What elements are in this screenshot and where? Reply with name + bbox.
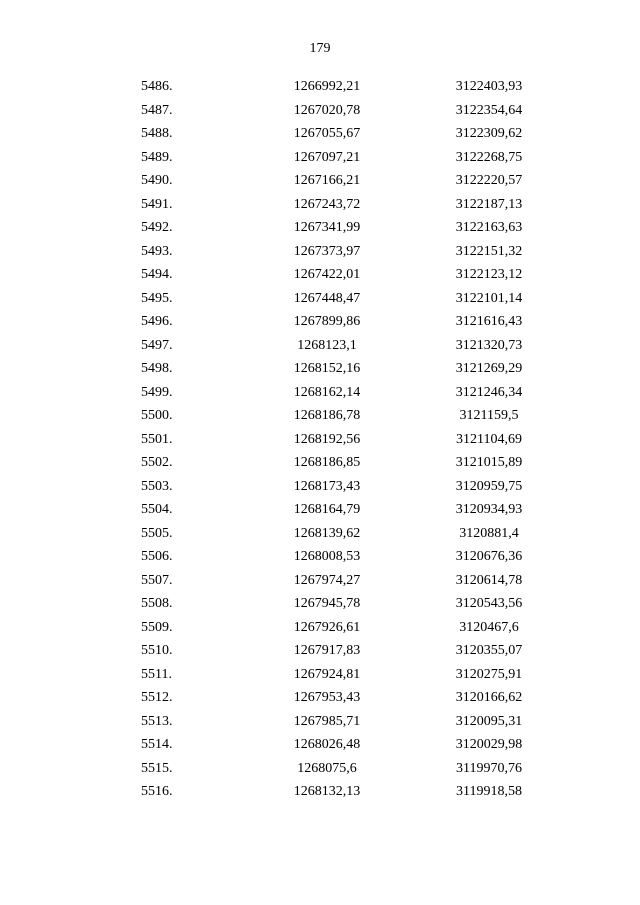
point-number-cell	[141, 287, 173, 311]
y-coordinate-cell-text: 3122268,75	[455, 149, 523, 165]
table-row	[0, 451, 640, 475]
x-coordinate-cell-text: 1267422,01	[293, 267, 361, 282]
x-coordinate-cell-text: 1268164,79	[293, 502, 361, 517]
table-row	[0, 99, 640, 123]
point-number-cell-text: 5514.	[141, 737, 173, 752]
y-coordinate-cell-text: 3122101,14	[455, 290, 523, 306]
y-coordinate-cell-text: 3120467,6	[459, 619, 519, 635]
x-coordinate-cell-text: 1267055,67	[293, 126, 361, 141]
table-row	[0, 381, 640, 405]
point-number-cell	[141, 428, 173, 452]
point-number-cell	[141, 334, 173, 358]
point-number-cell	[141, 475, 173, 499]
y-coordinate-cell-text: 3120934,93	[455, 502, 523, 517]
y-coordinate-cell-text: 3120029,98	[455, 737, 523, 752]
table-row	[0, 75, 640, 99]
x-coordinate-cell-text: 1267953,43	[293, 690, 361, 705]
x-coordinate-cell-text: 1267341,99	[293, 220, 361, 235]
table-row	[0, 334, 640, 358]
y-coordinate-cell-text: 3119970,76	[456, 760, 522, 776]
y-coordinate-cell-text: 3120959,75	[455, 478, 523, 494]
point-number-cell-text: 5490.	[141, 173, 173, 188]
y-coordinate-cell-text: 3119918,58	[456, 784, 522, 799]
point-number-cell-text: 5489.	[141, 149, 173, 165]
point-number-cell-text: 5507.	[141, 572, 173, 588]
x-coordinate-cell-text: 1268008,53	[293, 549, 361, 564]
point-number-cell-text: 5510.	[141, 643, 173, 658]
x-coordinate-cell-text: 1267448,47	[293, 290, 361, 306]
x-coordinate-cell-text: 1267373,97	[293, 243, 361, 259]
x-coordinate-cell-text: 1268192,56	[293, 431, 361, 447]
x-coordinate-cell-text: 1268132,13	[293, 784, 361, 799]
point-number-cell-text: 5502.	[141, 455, 173, 470]
x-coordinate-cell-text: 1266992,21	[293, 79, 361, 94]
table-row	[0, 287, 640, 311]
x-coordinate-cell-text: 1268162,14	[293, 384, 361, 400]
y-coordinate-cell-text: 3122163,63	[455, 220, 523, 235]
point-number-cell-text: 5513.	[141, 713, 173, 729]
point-number-cell-text: 5487.	[141, 102, 173, 118]
table-row	[0, 686, 640, 710]
point-number-cell	[141, 122, 173, 146]
y-coordinate-cell-text: 3120881,4	[459, 525, 519, 541]
y-coordinate-cell-text: 3121104,69	[456, 431, 522, 447]
table-row	[0, 146, 640, 170]
table-row	[0, 616, 640, 640]
y-coordinate-cell-text: 3122354,64	[455, 102, 523, 118]
y-coordinate-cell-text: 3120676,36	[455, 549, 523, 564]
x-coordinate-cell-text: 1268123,1	[297, 337, 357, 353]
x-coordinate-cell-text: 1268075,6	[297, 760, 357, 776]
point-number-cell-text: 5494.	[141, 267, 173, 282]
point-number-cell	[141, 710, 173, 734]
table-row	[0, 522, 640, 546]
point-number-cell	[141, 99, 173, 123]
point-number-cell	[141, 146, 173, 170]
x-coordinate-cell-text: 1268186,78	[293, 408, 361, 423]
point-number-cell-text: 5496.	[141, 314, 173, 329]
point-number-cell	[141, 240, 173, 264]
point-number-cell	[141, 757, 173, 781]
y-coordinate-cell-text: 3120543,56	[455, 596, 523, 611]
table-row	[0, 757, 640, 781]
y-coordinate-cell-text: 3122187,13	[455, 196, 523, 212]
y-coordinate-cell-text: 3121269,29	[455, 361, 523, 376]
y-coordinate-cell-text: 3122220,57	[455, 173, 523, 188]
table-row	[0, 310, 640, 334]
point-number-cell	[141, 357, 173, 381]
x-coordinate-cell-text: 1267243,72	[293, 196, 361, 212]
point-number-cell	[141, 780, 173, 804]
x-coordinate-cell-text: 1267945,78	[293, 596, 361, 611]
x-coordinate-cell-text: 1268139,62	[293, 525, 361, 541]
point-number-cell	[141, 381, 173, 405]
point-number-cell	[141, 75, 173, 99]
point-number-cell-text: 5509.	[141, 619, 173, 635]
x-coordinate-cell-text: 1267924,81	[293, 666, 361, 682]
point-number-cell-text: 5499.	[141, 384, 173, 400]
table-row	[0, 193, 640, 217]
y-coordinate-cell-text: 3122403,93	[455, 79, 523, 94]
table-row	[0, 357, 640, 381]
y-coordinate-cell-text: 3121616,43	[455, 314, 523, 329]
x-coordinate-cell-text: 1267899,86	[293, 314, 361, 329]
table-row	[0, 404, 640, 428]
table-row	[0, 780, 640, 804]
point-number-cell-text: 5497.	[141, 337, 173, 353]
point-number-cell-text: 5488.	[141, 126, 173, 141]
x-coordinate-cell-text: 1267974,27	[293, 572, 361, 588]
point-number-cell	[141, 310, 173, 334]
x-coordinate-cell-text: 1267097,21	[293, 149, 361, 165]
x-coordinate-cell-text: 1267166,21	[293, 173, 361, 188]
x-coordinate-cell-text: 1268152,16	[293, 361, 361, 376]
point-number-cell-text: 5495.	[141, 290, 173, 306]
point-number-cell	[141, 569, 173, 593]
x-coordinate-cell-text: 1267020,78	[293, 102, 361, 118]
table-row	[0, 592, 640, 616]
point-number-cell	[141, 498, 173, 522]
point-number-cell-text: 5500.	[141, 408, 173, 423]
table-row	[0, 639, 640, 663]
point-number-cell	[141, 263, 173, 287]
table-row	[0, 122, 640, 146]
point-number-cell-text: 5486.	[141, 79, 173, 94]
point-number-cell	[141, 522, 173, 546]
x-coordinate-cell-text: 1267917,83	[293, 643, 361, 658]
table-row	[0, 733, 640, 757]
table-row	[0, 498, 640, 522]
point-number-cell-text: 5498.	[141, 361, 173, 376]
point-number-cell-text: 5512.	[141, 690, 173, 705]
point-number-cell-text: 5492.	[141, 220, 173, 235]
point-number-cell	[141, 169, 173, 193]
point-number-cell	[141, 663, 172, 687]
table-row	[0, 710, 640, 734]
point-number-cell-text: 5491.	[141, 196, 173, 212]
point-number-cell	[141, 639, 173, 663]
point-number-cell-text: 5515.	[141, 760, 173, 776]
point-number-cell	[141, 616, 173, 640]
coordinate-table	[0, 75, 640, 804]
point-number-cell-text: 5501.	[141, 431, 173, 447]
x-coordinate-cell-text: 1268186,85	[293, 455, 361, 470]
y-coordinate-cell-text: 3120095,31	[455, 713, 523, 729]
table-row	[0, 240, 640, 264]
table-row	[0, 169, 640, 193]
y-coordinate-cell-text: 3121320,73	[455, 337, 523, 353]
table-row	[0, 263, 640, 287]
table-row	[0, 428, 640, 452]
y-coordinate-cell-text: 3120166,62	[455, 690, 523, 705]
y-coordinate-cell-text: 3122151,32	[455, 243, 523, 259]
y-coordinate-cell-text: 3120614,78	[455, 572, 523, 588]
point-number-cell-text: 5493.	[141, 243, 173, 259]
x-coordinate-cell-text: 1268173,43	[293, 478, 361, 494]
point-number-cell-text: 5505.	[141, 525, 173, 541]
table-row	[0, 545, 640, 569]
point-number-cell-text: 5516.	[141, 784, 173, 799]
y-coordinate-cell-text: 3121159,5	[459, 408, 519, 423]
point-number-cell	[141, 451, 173, 475]
point-number-cell-text: 5511.	[141, 666, 172, 682]
point-number-cell	[141, 592, 173, 616]
point-number-cell-text: 5504.	[141, 502, 173, 517]
y-coordinate-cell-text: 3122309,62	[455, 126, 523, 141]
table-row	[0, 216, 640, 240]
y-coordinate-cell-text: 3122123,12	[455, 267, 523, 282]
x-coordinate-cell-text: 1268026,48	[293, 737, 361, 752]
table-row	[0, 475, 640, 499]
table-row	[0, 569, 640, 593]
page-number: 179	[309, 41, 331, 56]
point-number-cell	[141, 545, 173, 569]
x-coordinate-cell-text: 1267926,61	[293, 619, 361, 635]
y-coordinate-cell-text: 3120355,07	[455, 643, 523, 658]
point-number-cell	[141, 686, 173, 710]
y-coordinate-cell-text: 3120275,91	[455, 666, 523, 682]
point-number-cell	[141, 216, 173, 240]
point-number-cell	[141, 733, 173, 757]
point-number-cell-text: 5508.	[141, 596, 173, 611]
point-number-cell-text: 5503.	[141, 478, 173, 494]
y-coordinate-cell-text: 3121246,34	[455, 384, 523, 400]
point-number-cell	[141, 193, 173, 217]
point-number-cell-text: 5506.	[141, 549, 173, 564]
x-coordinate-cell-text: 1267985,71	[293, 713, 361, 729]
point-number-cell	[141, 404, 173, 428]
y-coordinate-cell-text: 3121015,89	[455, 455, 523, 470]
table-row	[0, 663, 640, 687]
